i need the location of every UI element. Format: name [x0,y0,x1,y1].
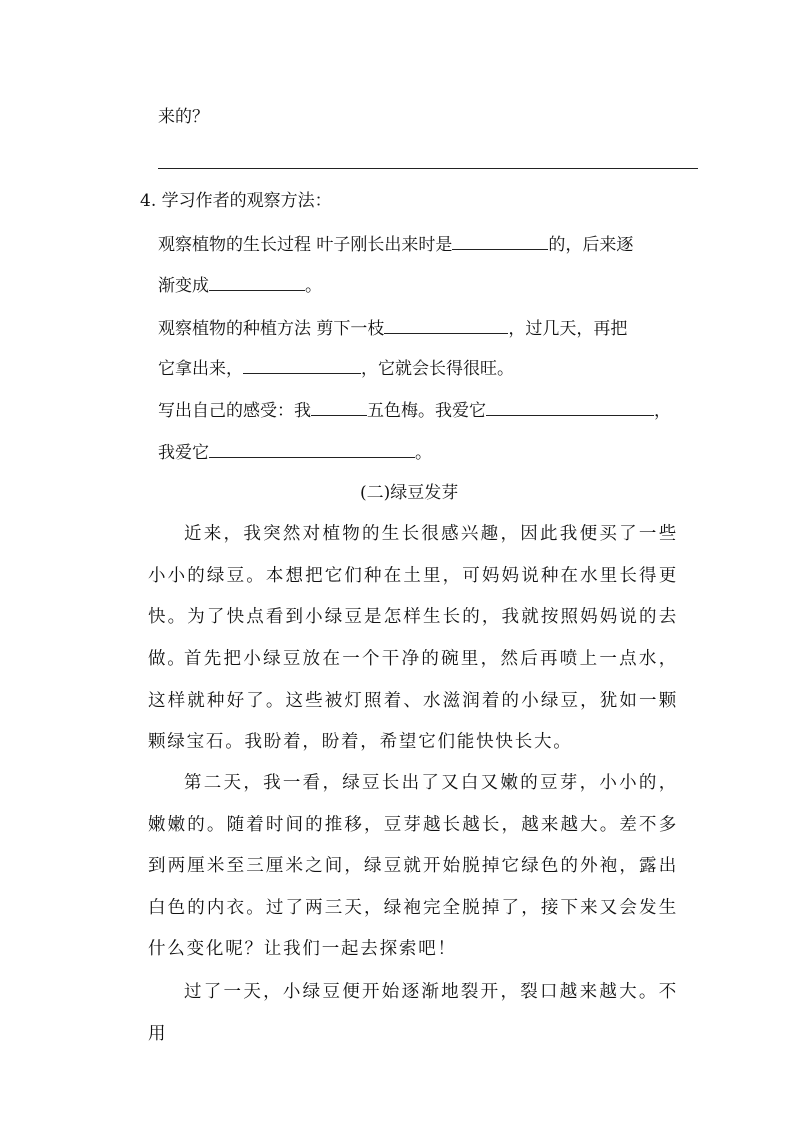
paragraph-4: 过了一天，小绿豆便开始逐渐地裂开，裂口越来越大。不用 [148,982,678,1044]
blank-leaf-initial[interactable] [452,232,548,250]
q4-line1-prefix: 观察植物的生长过程 叶子刚长出来时是 [158,235,453,255]
paragraph-3: 第二天，我一看，绿豆长出了又白又嫩的豆芽，小小的，嫩嫩的。随着时间的推移，豆芽越长越长，越来越大。差不多到两厘米至三厘米之间，绿豆就开始脱掉它绿色的外袍，露出白色的内衣。过了两三天，绿袍完全脱掉了，接下来又会发生什么变化呢？让我们一起去探索吧！ [148,773,678,960]
paragraph-1: 近来，我突然对植物的生长很感兴趣，因此我便买了一些小小的绿豆。本想把它们种在土里，可妈妈说种在水里长得更快。为了快点看到小绿豆是怎样生长的，我就按照妈妈说的去做。 [148,524,678,669]
q4-line2-suffix: 。 [305,276,322,296]
blank-leaf-later[interactable] [209,273,305,291]
q4-line4-prefix: 它拿出来， [158,359,243,379]
q3-tail: 来的？ [158,107,209,127]
q4-line3-suffix: ，过几天，再把 [508,319,628,339]
q4-line5 [158,398,671,422]
q4-line2 [158,273,322,297]
blank-cut-branch[interactable] [384,316,508,334]
q4-line4-suffix: ，它就会长得很旺。 [361,359,514,379]
blank-love-reason-2[interactable] [209,440,415,458]
q4-line4 [158,356,514,380]
blank-take-out[interactable] [243,356,361,374]
q4-line6-prefix: 我爱它 [158,443,209,463]
q4-line5-suffix: ， [654,401,671,421]
q4-line1-suffix: 的，后来逐 [548,235,634,255]
blank-feeling-verb[interactable] [311,398,367,416]
q4-line1 [158,232,633,256]
q4-line6-suffix: 。 [415,443,432,463]
q4-heading: 4. 学习作者的观察方法： [140,191,332,211]
q4-line3 [158,316,627,340]
q4-line6 [158,440,432,464]
q4-line3-prefix: 观察植物的种植方法 剪下一枝 [158,319,385,339]
q3-answer-line[interactable] [158,168,698,169]
q4-line5-mid: 五色梅。我爱它 [367,401,486,421]
q4-line5-prefix: 写出自己的感受：我 [158,401,311,421]
q4-line2-prefix: 渐变成 [158,276,209,296]
passage-title: (二)绿豆发芽 [360,483,459,503]
blank-love-reason-1[interactable] [486,398,654,416]
paragraph-2: 首先把小绿豆放在一个干净的碗里，然后再喷上一点水，这样就种好了。这些被灯照着、水滋润着的小绿豆，犹如一颗颗绿宝石。我盼着，盼着，希望它们能快快长大。 [148,649,678,753]
